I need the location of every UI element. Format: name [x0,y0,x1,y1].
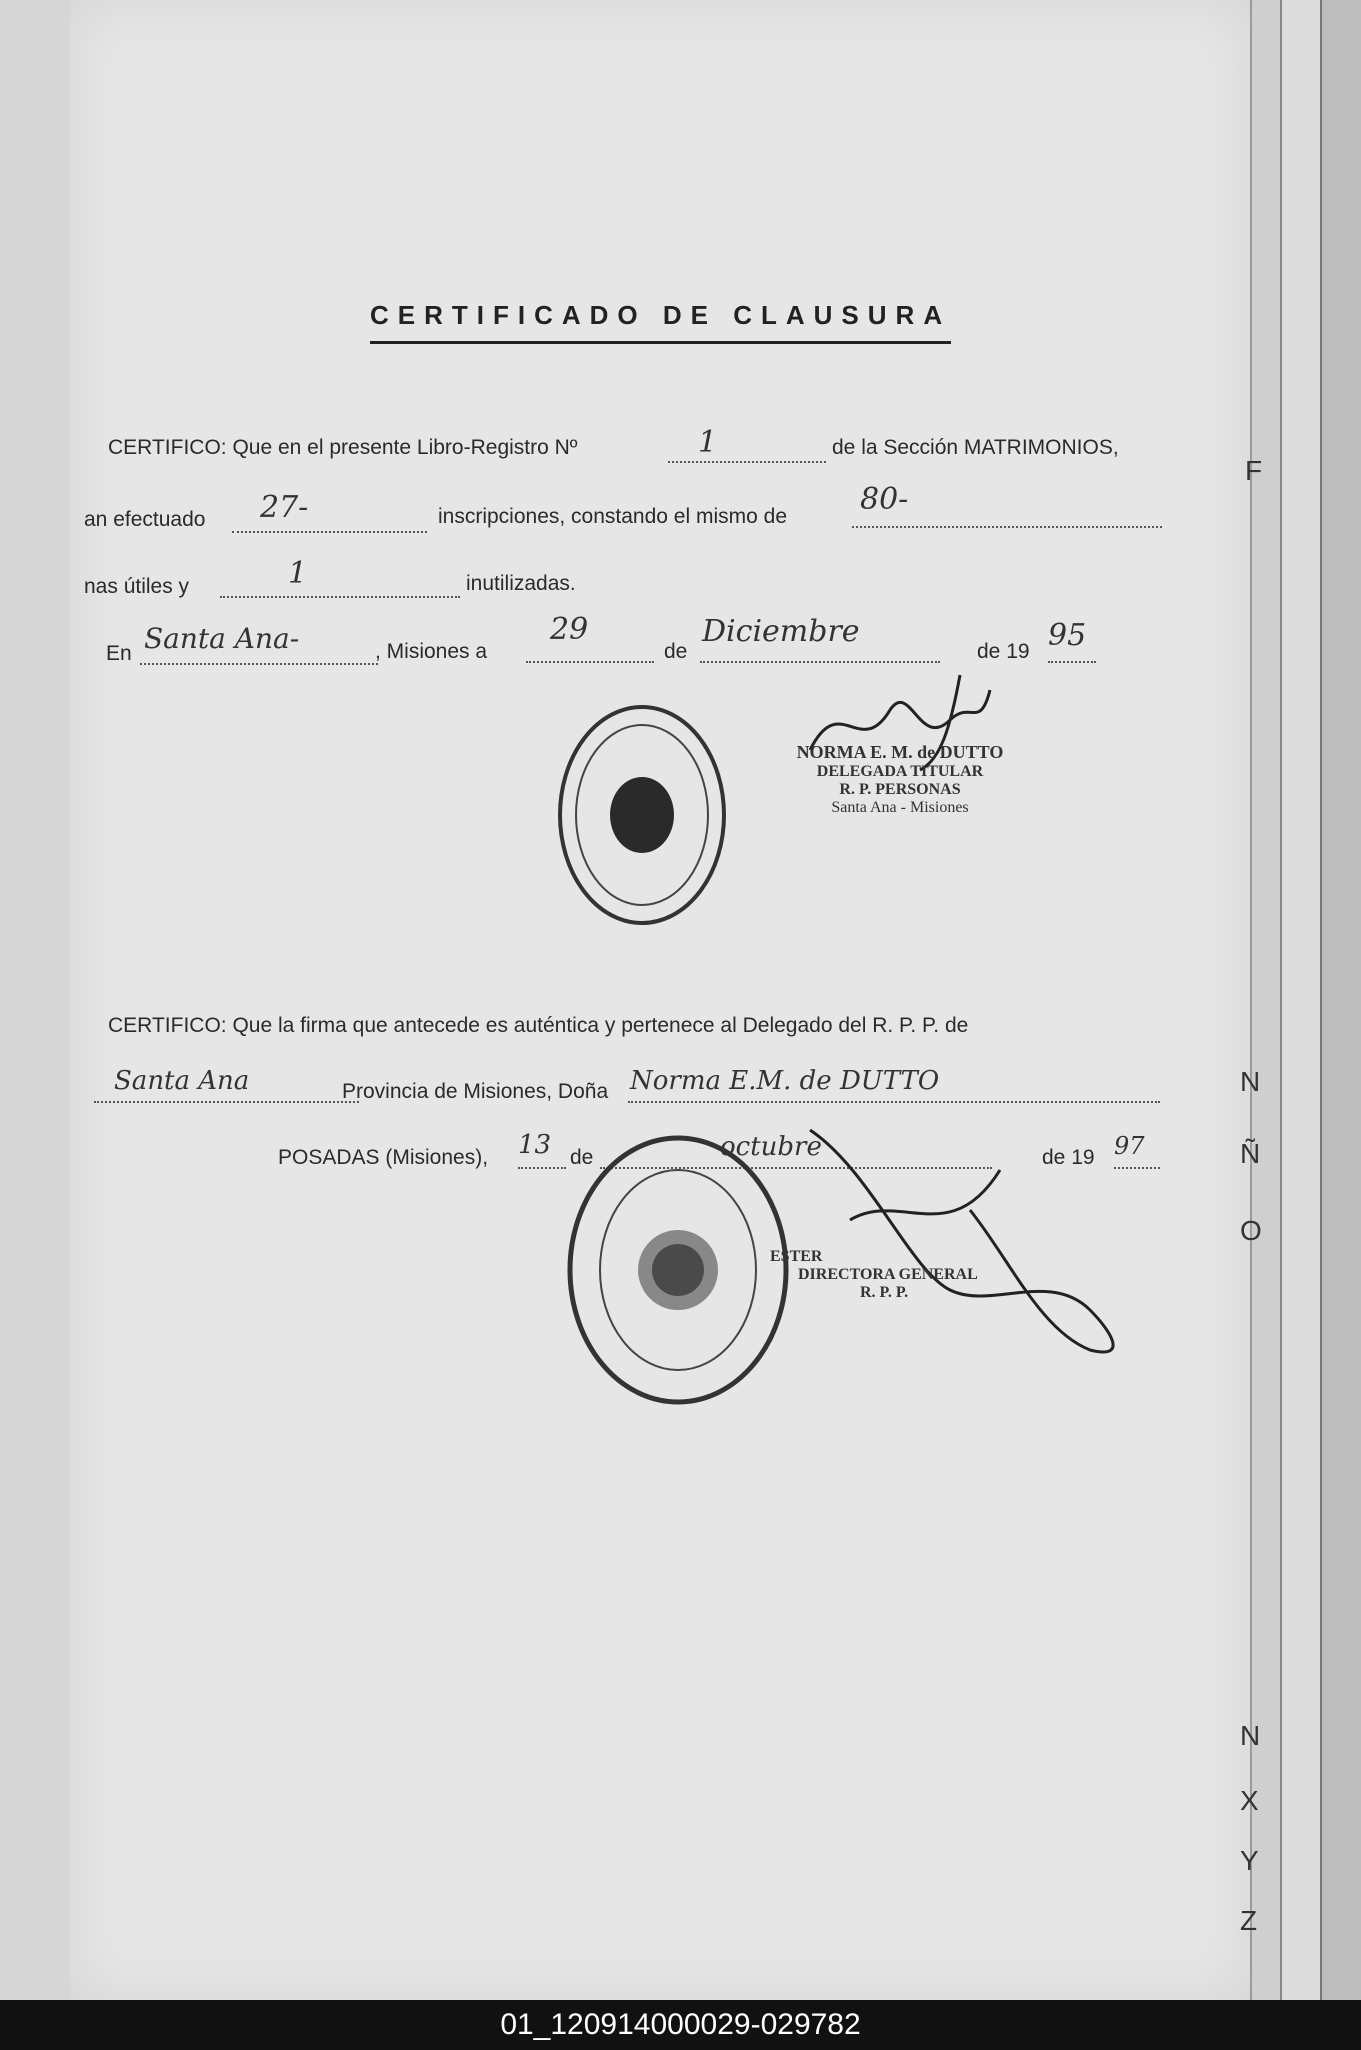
p1-line3a: nas útiles y [84,575,190,598]
page-edge [1280,0,1322,2000]
stamp1-block [750,742,1050,817]
blank-paginas [852,525,1162,528]
index-tab: N [1240,1066,1261,1097]
image-id-caption: 01_120914000029-029782 [0,2000,1361,2050]
p1-line3b: inutilizadas. [466,572,576,595]
hw-lugar2: Santa Ana [114,1066,250,1096]
stamp1-role: DELEGADA TITULAR [816,763,984,780]
stamp1-office: R. P. PERSONAS [839,781,961,798]
hw-dia: 29 [550,612,589,647]
p2-line2a: Provincia de Misiones, Doña [342,1080,609,1103]
document-title: CERTIFICADO DE CLAUSURA [370,300,951,344]
hw-inutilizadas: 1 [288,556,308,591]
index-tab: N [1240,1720,1261,1751]
blank-lugar [140,662,378,665]
p1-line2b: inscripciones, constando el mismo de [438,505,788,528]
p2-line3b: de [570,1146,594,1169]
hw-paginas: 80- [860,482,909,517]
p1-line4d: de 19 [977,640,1030,663]
index-tab: X [1240,1785,1259,1816]
p1-line4a: En [106,642,132,665]
blank-lugar2 [94,1100,359,1103]
page-edge [1320,0,1361,2000]
page-edge [1250,0,1282,2000]
stamp2-block [770,1248,1070,1302]
hw-mes2: octubre [720,1132,822,1162]
index-tab: Y [1240,1845,1259,1876]
hw-mes: Diciembre [702,614,860,649]
blank-nombre [628,1100,1160,1103]
hw-lugar: Santa Ana- [144,622,300,655]
stamp1-place: Santa Ana - Misiones [831,799,969,816]
p1-line4c: de [664,640,688,663]
index-tab: F [1245,455,1263,486]
p2-line1: CERTIFICO: Que la firma que antecede es auténtica y pertenece al Delegado del R. P. P. de [108,1014,969,1037]
p1-line1b: de la Sección MATRIMONIOS, [832,436,1119,459]
hw-anio2: 97 [1114,1132,1145,1160]
blank-mes [700,660,940,663]
blank-libro [668,460,826,463]
signature-2 [790,1110,1150,1370]
document-page [70,0,1250,2000]
index-tab: O [1240,1215,1262,1246]
hw-libro-no: 1 [698,425,718,460]
hw-inscripciones: 27- [260,490,309,525]
stamp2-name: ESTER [770,1248,823,1265]
p2-line3c: de 19 [1042,1146,1095,1169]
index-tab: Ñ [1240,1138,1261,1169]
stamp1-name: NORMA E. M. de DUTTO [796,742,1004,762]
hw-nombre: Norma E.M. de DUTTO [630,1066,940,1096]
stamp2-role: DIRECTORA GENERAL [798,1266,978,1283]
hw-dia2: 13 [518,1130,552,1160]
hw-anio: 95 [1048,618,1087,653]
p1-line4b: , Misiones a [375,640,488,663]
blank-inscripciones [232,530,427,533]
p2-line3a: POSADAS (Misiones), [278,1146,489,1169]
blank-anio [1048,660,1096,663]
p1-line2a: an efectuado [84,508,206,531]
seal-oval-1 [542,690,742,940]
blank-inutilizadas [220,595,460,598]
stamp2-office: R. P. P. [860,1284,909,1301]
p1-line1a: CERTIFICO: Que en el presente Libro-Registro Nº [108,436,578,459]
index-tab: Z [1240,1905,1258,1936]
blank-dia [526,660,654,663]
